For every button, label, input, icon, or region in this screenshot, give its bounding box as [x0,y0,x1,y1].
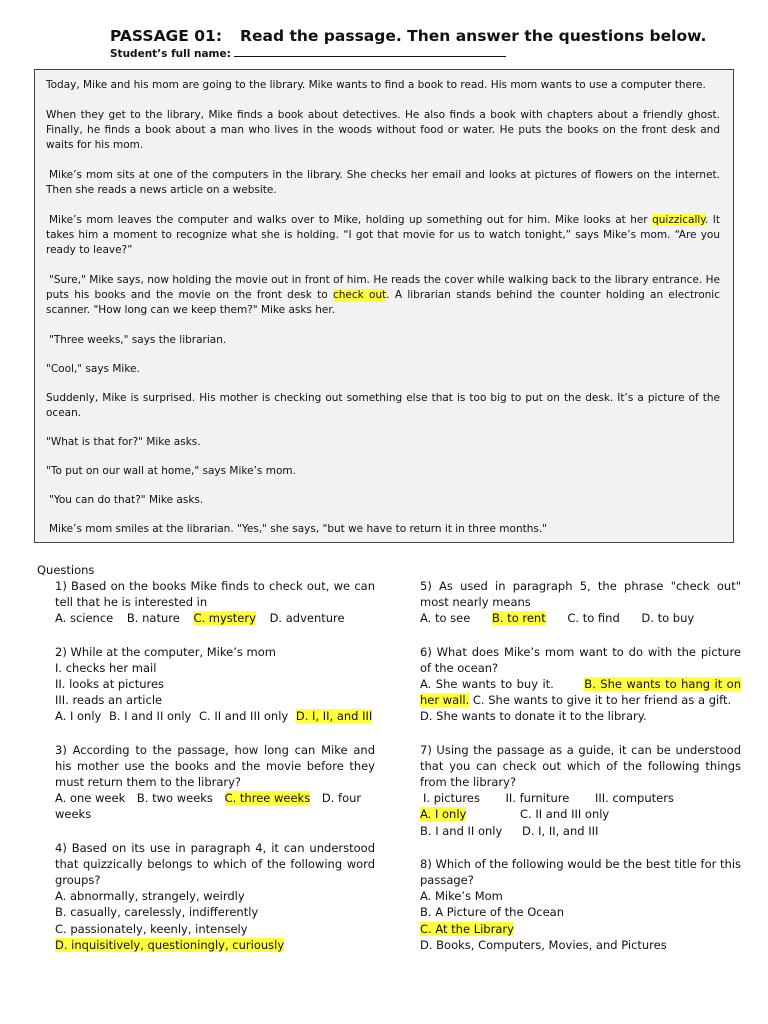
option-a: A. I only [55,709,102,724]
question-stem: 5) As used in paragraph 5, the phrase "check out" most nearly means [420,579,741,610]
questions-left-column [55,578,375,970]
question-stem: 7) Using the passage as a guide, it can be understood that you can check out which of the following things from the library? [420,742,741,790]
option-d: D. I, II, and III [521,823,599,838]
questions-right-column [420,578,741,970]
answer-options [420,676,741,708]
worksheet-title [110,27,706,45]
passage-paragraph [46,273,720,318]
option-d: D. Books, Computers, Movies, and Pictures [420,937,667,952]
question-3 [55,742,375,823]
question-4 [55,840,375,953]
instruction-text: Read the passage. Then answer the questions below. [240,27,707,45]
answer-options-row-2 [420,823,741,839]
option-a: A. She wants to buy it. [420,677,554,692]
question-5 [420,578,741,627]
student-name-label: Student’s full name: [110,48,231,60]
question-stem: 6) What does Mike’s mom want to do with the picture of the ocean? [420,644,741,675]
option-c: C. to find [567,611,620,626]
option-c: C. II and III only [198,709,289,724]
passage-paragraph: "You can do that?" Mike asks. [49,494,204,506]
passage-label: PASSAGE 01: [110,27,223,45]
option-a: A. to see [420,611,471,626]
statement-ii: II. furniture [505,791,570,806]
question-2 [55,644,375,725]
option-c-answer: C. At the Library [420,921,514,936]
passage-paragraph: Mike’s mom smiles at the librarian. "Yes," she says, "but we have to return it in three months." [49,523,548,535]
question-stem: 1) Based on the books Mike finds to check out, we can tell that he is interested in [55,579,375,610]
passage-text: . A librarian stands behind the counter holding an electronic scanner. "How long can we keep them?" Mike asks her. [46,289,720,316]
option-a-answer: A. I only [420,807,467,822]
option-a: A. abnormally, strangely, weirdly [55,889,245,904]
answer-options [55,790,375,822]
statement-iii: III. reads an article [55,693,163,708]
passage-paragraph: "What is that for?" Mike asks. [46,436,201,448]
passage-paragraph: "Three weeks," says the librarian. [49,334,227,346]
question-stem: 8) Which of the following would be the best title for this passage? [420,856,741,888]
passage-text: . It takes him a moment to recognize what she is holding. “I got that movie for us to watch tonight,” says Mike’s mom. “Are you ready to leave?” [46,214,721,256]
option-d: D. adventure [269,611,345,626]
option-b: B. I and II only [109,709,192,724]
passage-text: "Sure," Mike says, now holding the movie out in front of him. He reads the cover while walking back to the library entrance. He puts his books and the movie on the front desk to [46,274,720,301]
question-1 [55,578,375,627]
answer-options-row-1 [420,806,741,822]
passage-paragraph: "To put on our wall at home," says Mike’s mom. [46,465,296,477]
student-name-line [234,46,506,57]
passage-paragraph: Mike’s mom sits at one of the computers in the library. She checks her email and looks at pictures of flowers on the internet. Then she reads a news article on a website. [46,169,720,196]
question-8 [420,856,741,953]
option-c: C. She wants to give it to her friend as a gift. [472,693,732,708]
passage-paragraph: "Cool," says Mike. [46,363,140,375]
option-b-answer: B. She wants to hang it on her wall. [420,677,741,708]
question-stem: 3) According to the passage, how long can Mike and his mother use the books and the movie before they must return them to the library? [55,742,375,790]
answer-options [55,610,375,626]
question-7 [420,742,741,839]
option-b: B. I and II only [420,823,503,838]
question-6 [420,644,741,725]
questions-heading: Questions [37,563,95,577]
option-d-answer: D. inquisitively, questioningly, curiously [55,937,285,952]
option-c: C. passionately, keenly, intensely [55,921,248,936]
passage-paragraph: Suddenly, Mike is surprised. His mother is checking out something else that is too big to put on the desk. It’s a picture of the ocean. [46,392,720,419]
option-b: B. nature [126,611,180,626]
answer-options [55,708,375,724]
option-b: B. casually, carelessly, indifferently [55,905,259,920]
passage-box [34,69,734,543]
statement-ii: II. looks at pictures [55,677,165,692]
student-name-row [110,46,506,60]
statement-i: I. checks her mail [55,660,157,675]
option-b-answer: B. to rent [491,611,546,626]
option-d: D. to buy [641,611,695,626]
option-c: C. II and III only [520,807,610,822]
option-d-answer: D. I, II, and III [295,709,373,724]
option-c-answer: C. three weeks [224,791,311,806]
statements [420,790,741,806]
passage-paragraph [46,213,720,258]
option-d: D. four weeks [55,791,362,822]
statement-iii: III. computers [594,791,674,806]
option-b: B. two weeks [136,791,213,806]
statement-i: I. pictures [423,791,480,806]
option-a: A. Mike’s Mom [420,889,503,904]
answer-options [420,610,741,626]
question-stem: 4) Based on its use in paragraph 4, it can understood that quizzically belongs to which of the following word groups? [55,840,375,888]
option-a: A. science [55,611,114,626]
option-a: A. one week [55,791,126,806]
passage-text: Mike’s mom leaves the computer and walks over to Mike, holding up something out for him. Mike looks at her [49,214,653,226]
option-d: D. She wants to donate it to the library. [420,709,647,724]
option-c-answer: C. mystery [193,611,256,626]
passage-paragraph: Today, Mike and his mom are going to the library. Mike wants to find a book to read. His mom wants to use a computer there. [46,79,706,91]
passage-paragraph: When they get to the library, Mike finds a book about detectives. He also finds a book with chapters about a friendly ghost. Finally, he finds a book about a man who lives in the woods without food or water. He puts the books on the front desk and waits for his mom. [46,109,720,151]
highlighted-word-quizzically: quizzically [652,214,706,226]
highlighted-phrase-check-out: check out [332,289,387,301]
question-stem: 2) While at the computer, Mike’s mom [55,644,276,659]
option-b: B. A Picture of the Ocean [420,905,564,920]
